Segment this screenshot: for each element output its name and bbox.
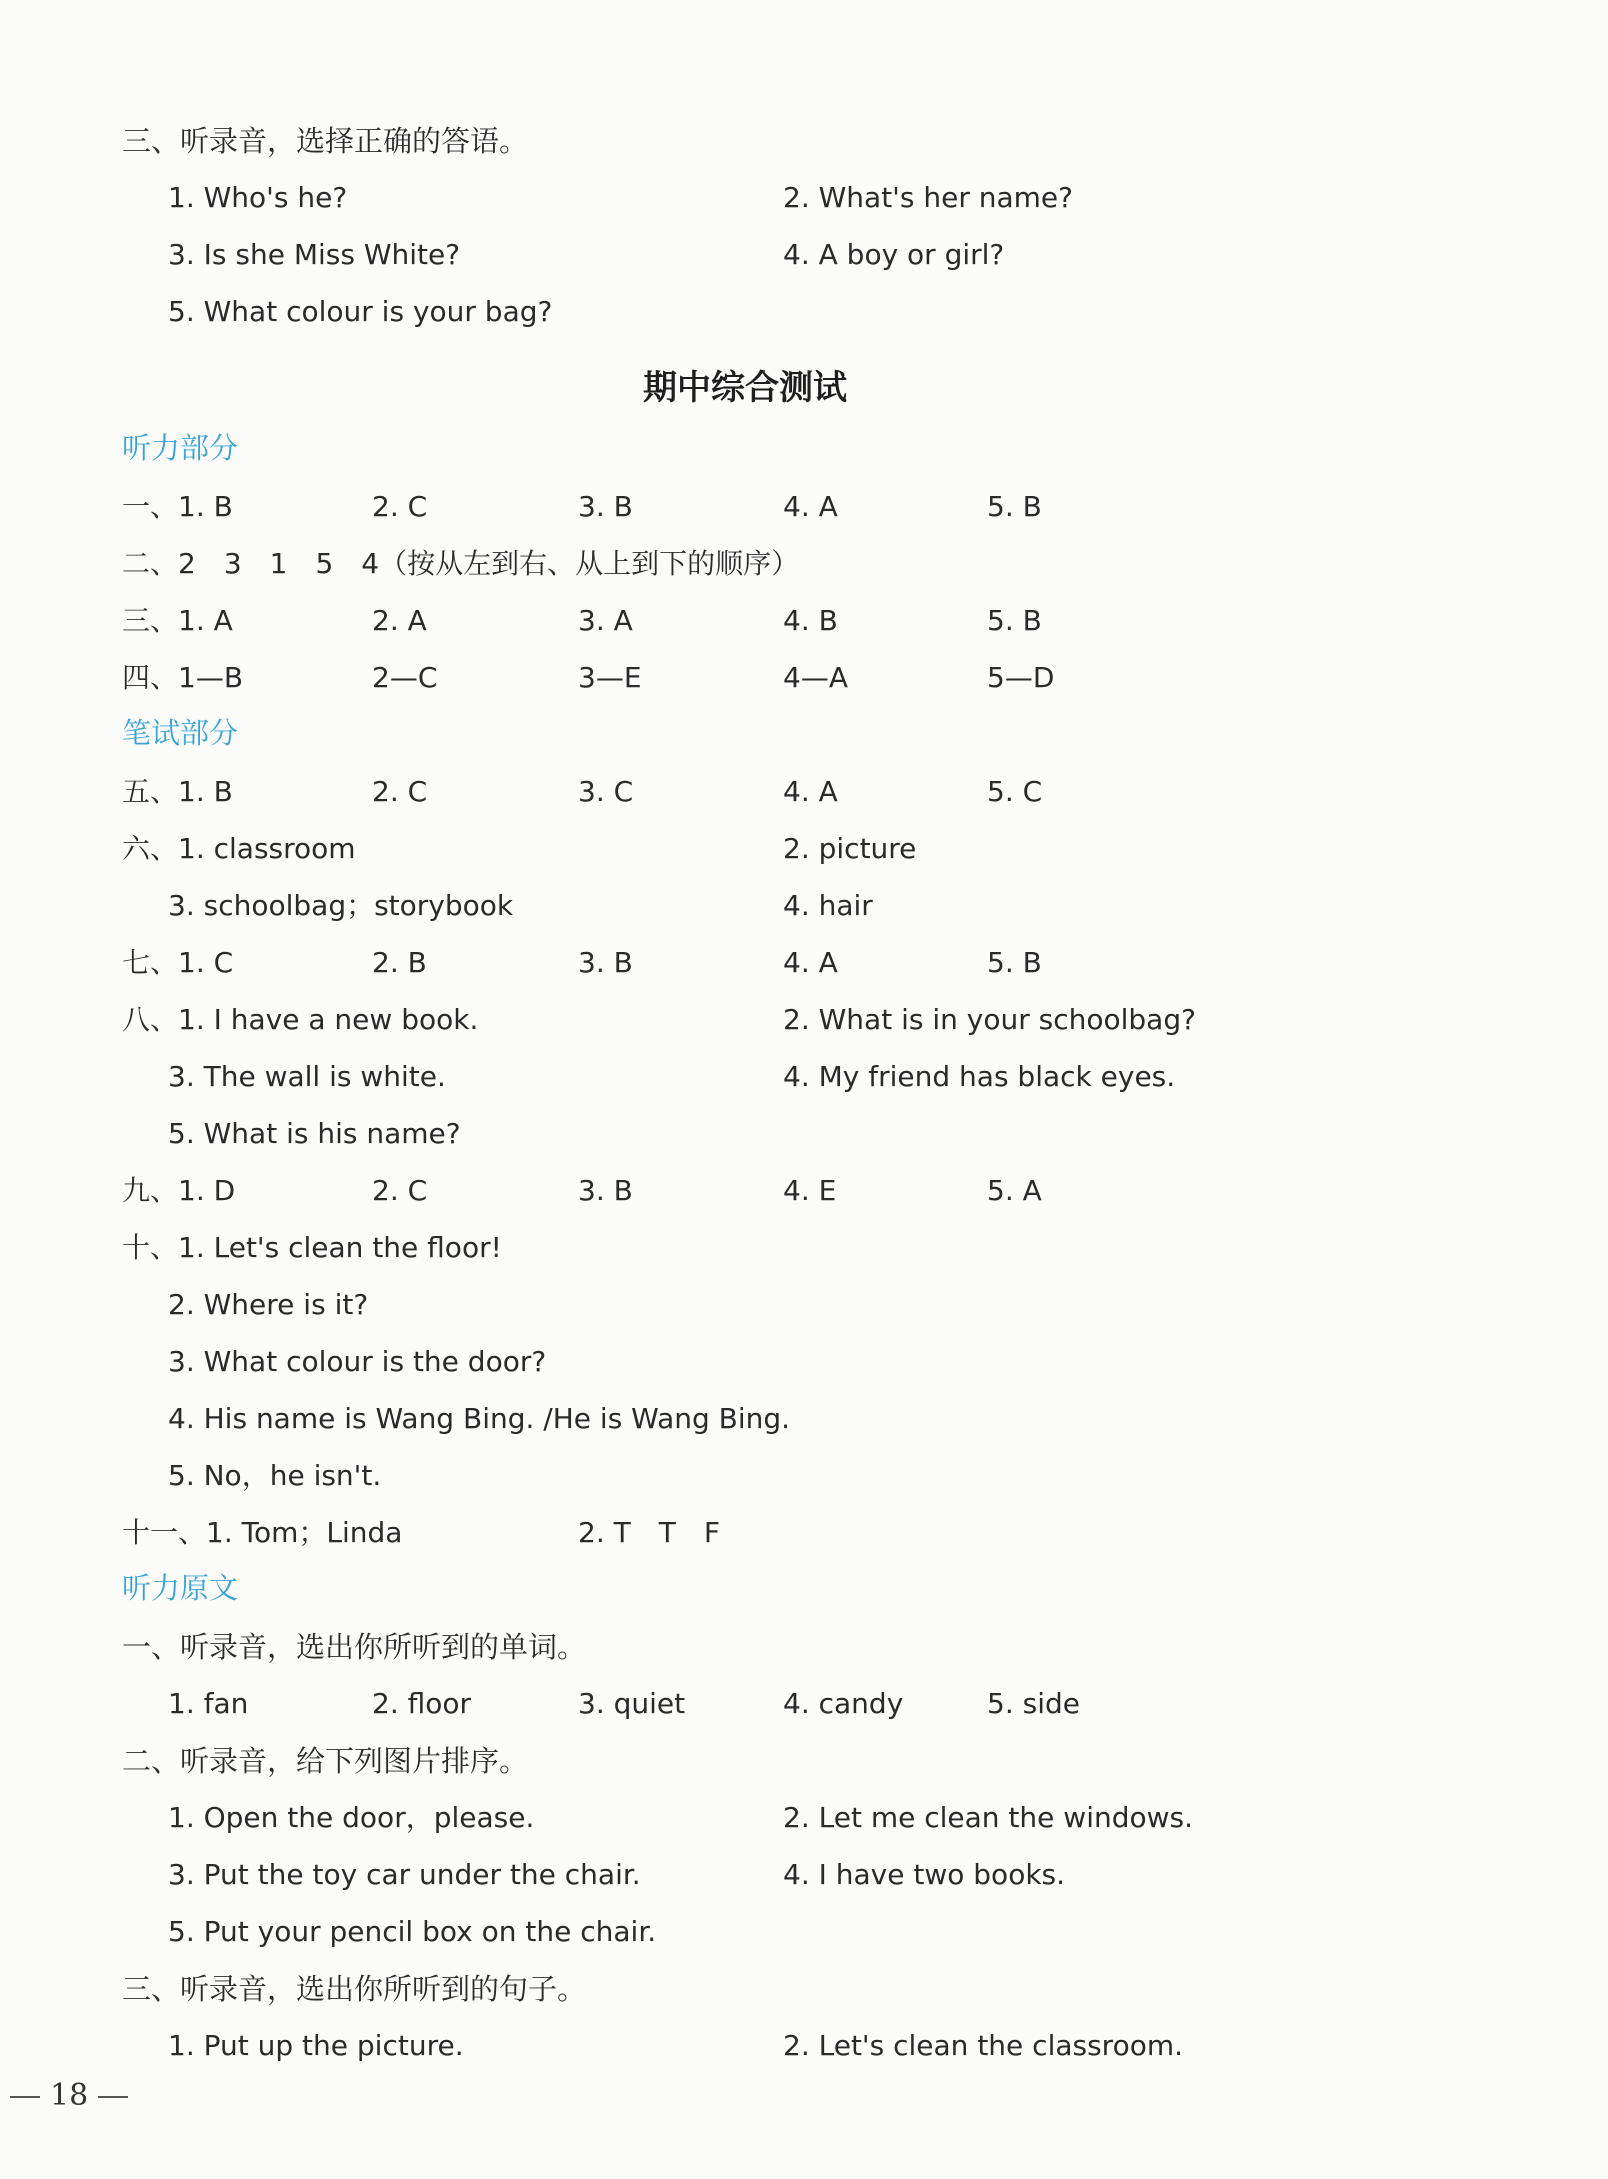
script-2-sentence-5: 5. Put your pencil box on the chair.: [168, 1915, 657, 1948]
top-heading-row: [0, 117, 1608, 165]
answer-1-2: 2. C: [372, 490, 428, 523]
answer-10-label: 十、1. Let's clean the floor!: [122, 1231, 502, 1264]
answer-row-2: [0, 540, 1608, 588]
script-2-sentence-2: 2. Let me clean the windows.: [783, 1801, 1194, 1834]
top-item-2: 2. What's her name?: [783, 181, 1074, 214]
answer-6-4: 4. hair: [783, 889, 873, 922]
answer-7-4: 4. A: [783, 946, 838, 979]
answer-row-7: [0, 939, 1608, 987]
answer-11-2: 2. T T F: [578, 1516, 720, 1549]
script-3-sentence-1: 1. Put up the picture.: [168, 2029, 464, 2062]
answer-4-5: 5—D: [987, 661, 1055, 694]
answer-7-3: 3. B: [578, 946, 633, 979]
page-number: [0, 2072, 138, 2120]
answer-row-6b: [0, 882, 1608, 930]
answer-row-10b: [0, 1281, 1608, 1329]
answer-3-label: 三、1. A: [122, 604, 233, 637]
script-2-row-3: [0, 1908, 1608, 1956]
answer-9-3: 3. B: [578, 1174, 633, 1207]
top-item-3: 3. Is she Miss White?: [168, 238, 461, 271]
answer-4-4: 4—A: [783, 661, 848, 694]
answer-7-5: 5. B: [987, 946, 1042, 979]
answer-10-4: 4. His name is Wang Bing. /He is Wang Bing.: [168, 1402, 791, 1435]
answer-1-3: 3. B: [578, 490, 633, 523]
answer-9-label: 九、1. D: [122, 1174, 236, 1207]
answer-row-9: [0, 1167, 1608, 1215]
answer-4-label: 四、1—B: [122, 661, 244, 694]
script-2-row-1: [0, 1794, 1608, 1842]
top-item-1: 1. Who's he?: [168, 181, 348, 214]
top-item-5: 5. What colour is your bag?: [168, 295, 553, 328]
answer-10-5: 5. No，he isn't.: [168, 1459, 382, 1492]
page-number-dash-left: [10, 2096, 40, 2098]
script-1-word-2: 2. floor: [372, 1687, 472, 1720]
script-1-word-5: 5. side: [987, 1687, 1080, 1720]
top-items-row-2: [0, 231, 1608, 279]
script-2-row-2: [0, 1851, 1608, 1899]
answer-8-4: 4. My friend has black eyes.: [783, 1060, 1176, 1093]
answer-6-2: 2. picture: [783, 832, 917, 865]
answer-row-8c: [0, 1110, 1608, 1158]
answer-3-3: 3. A: [578, 604, 633, 637]
answer-row-8b: [0, 1053, 1608, 1101]
answer-11-label: 十一、1. Tom；Linda: [122, 1516, 403, 1549]
answer-10-2: 2. Where is it?: [168, 1288, 369, 1321]
answer-row-10d: [0, 1395, 1608, 1443]
page-number-text: 18: [50, 2078, 89, 2113]
answer-10-3: 3. What colour is the door?: [168, 1345, 547, 1378]
script-3-row-1: [0, 2022, 1608, 2070]
script-2-sentence-1: 1. Open the door，please.: [168, 1801, 535, 1834]
top-items-row-1: [0, 174, 1608, 222]
answer-9-5: 5. A: [987, 1174, 1042, 1207]
answer-3-5: 5. B: [987, 604, 1042, 637]
script-3-heading: 三、听录音，选出你所听到的句子。: [122, 1972, 587, 2006]
transcript-part-heading: 听力原文: [122, 1571, 239, 1605]
answer-4-2: 2—C: [372, 661, 438, 694]
answer-row-4: [0, 654, 1608, 702]
answer-row-5: [0, 768, 1608, 816]
script-1-heading-row: [0, 1623, 1608, 1671]
answer-8-label: 八、1. I have a new book.: [122, 1003, 479, 1036]
top-item-4: 4. A boy or girl?: [783, 238, 1005, 271]
answer-8-2: 2. What is in your schoolbag?: [783, 1003, 1196, 1036]
page-number-dash-right: [98, 2096, 128, 2098]
answer-1-5: 5. B: [987, 490, 1042, 523]
answer-5-5: 5. C: [987, 775, 1043, 808]
script-3-heading-row: [0, 1965, 1608, 2013]
answer-7-label: 七、1. C: [122, 946, 234, 979]
answer-5-label: 五、1. B: [122, 775, 233, 808]
writing-part-heading: 笔试部分: [122, 716, 239, 750]
top-items-row-3: [0, 288, 1608, 336]
answer-1-4: 4. A: [783, 490, 838, 523]
script-1-heading: 一、听录音，选出你所听到的单词。: [122, 1630, 587, 1664]
script-1-word-4: 4. candy: [783, 1687, 904, 1720]
answer-9-4: 4. E: [783, 1174, 837, 1207]
answer-2-text: 二、2 3 1 5 4（按从左到右、从上到下的顺序）: [122, 547, 800, 580]
answer-row-6a: [0, 825, 1608, 873]
answer-6-3: 3. schoolbag；storybook: [168, 889, 514, 922]
answer-row-11: [0, 1509, 1608, 1557]
answer-8-3: 3. The wall is white.: [168, 1060, 446, 1093]
answer-row-1: [0, 483, 1608, 531]
script-2-sentence-4: 4. I have two books.: [783, 1858, 1066, 1891]
answer-4-3: 3—E: [578, 661, 642, 694]
answer-3-4: 4. B: [783, 604, 838, 637]
answer-7-2: 2. B: [372, 946, 427, 979]
script-1-words-row: [0, 1680, 1608, 1728]
answer-row-10e: [0, 1452, 1608, 1500]
answer-8-5: 5. What is his name?: [168, 1117, 461, 1150]
script-1-word-1: 1. fan: [168, 1687, 249, 1720]
page-title: 期中综合测试: [643, 368, 847, 408]
answer-row-10a: [0, 1224, 1608, 1272]
answer-6-label: 六、1. classroom: [122, 832, 356, 865]
top-heading: 三、听录音，选择正确的答语。: [122, 124, 529, 158]
answer-5-4: 4. A: [783, 775, 838, 808]
answer-9-2: 2. C: [372, 1174, 428, 1207]
answer-1-label: 一、1. B: [122, 490, 233, 523]
answer-row-10c: [0, 1338, 1608, 1386]
listening-part-heading: 听力部分: [122, 431, 239, 465]
script-3-sentence-2: 2. Let's clean the classroom.: [783, 2029, 1184, 2062]
answer-5-3: 3. C: [578, 775, 634, 808]
script-2-sentence-3: 3. Put the toy car under the chair.: [168, 1858, 641, 1891]
answer-row-8a: [0, 996, 1608, 1044]
script-2-heading: 二、听录音，给下列图片排序。: [122, 1744, 529, 1778]
answer-row-3: [0, 597, 1608, 645]
script-1-word-3: 3. quiet: [578, 1687, 686, 1720]
answer-3-2: 2. A: [372, 604, 427, 637]
answer-5-2: 2. C: [372, 775, 428, 808]
script-2-heading-row: [0, 1737, 1608, 1785]
